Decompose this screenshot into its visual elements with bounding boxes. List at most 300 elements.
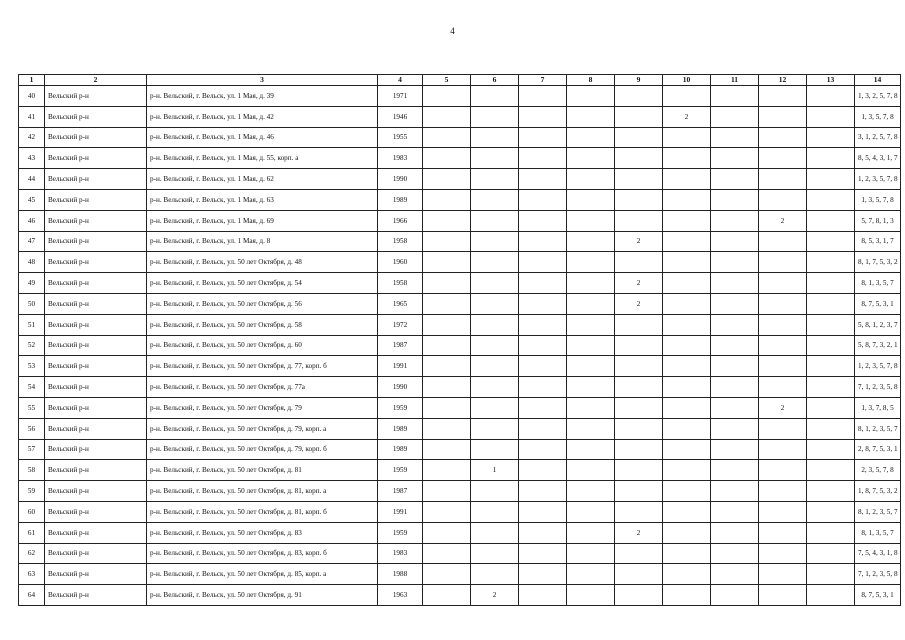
table-row (19, 564, 901, 585)
year-cell: 1988 (378, 564, 423, 585)
col10-cell (663, 418, 711, 439)
table-row (19, 314, 901, 335)
col12-cell (759, 356, 807, 377)
address-cell: р-н. Вельский, г. Вельск, ул. 50 лет Октября, д. 56 (147, 293, 378, 314)
col11-cell (711, 148, 759, 169)
col7-cell (519, 377, 567, 398)
col10-cell (663, 314, 711, 335)
col8-cell (567, 418, 615, 439)
year-cell: 1991 (378, 501, 423, 522)
table-row (19, 252, 901, 273)
col5-cell (423, 564, 471, 585)
col9-cell (615, 86, 663, 107)
col8-cell (567, 210, 615, 231)
col6-cell (471, 377, 519, 398)
col11-cell (711, 439, 759, 460)
col13-cell (807, 231, 855, 252)
col5-cell (423, 273, 471, 294)
col7-cell (519, 501, 567, 522)
col13-cell (807, 252, 855, 273)
col5-cell (423, 106, 471, 127)
col13-cell (807, 127, 855, 148)
col11-cell (711, 585, 759, 606)
col11-cell (711, 210, 759, 231)
col14-cell: 8, 7, 5, 3, 1 (855, 293, 901, 314)
col13-cell (807, 314, 855, 335)
col6-cell (471, 439, 519, 460)
table-row (19, 522, 901, 543)
col8-cell (567, 273, 615, 294)
table-row (19, 335, 901, 356)
col8-cell (567, 481, 615, 502)
col13-cell (807, 106, 855, 127)
row-number: 45 (19, 189, 45, 210)
col11-cell (711, 460, 759, 481)
col8-cell (567, 189, 615, 210)
table-row (19, 273, 901, 294)
col9-cell (615, 169, 663, 190)
district-cell: Вельский р-н (45, 252, 147, 273)
col14-cell: 8, 1, 2, 3, 5, 7 (855, 501, 901, 522)
address-cell: р-н. Вельский, г. Вельск, ул. 1 Мая, д. 63 (147, 189, 378, 210)
table-row (19, 543, 901, 564)
year-cell: 1987 (378, 481, 423, 502)
col6-cell (471, 127, 519, 148)
column-header-12: 12 (759, 75, 807, 86)
row-number: 50 (19, 293, 45, 314)
col12-cell (759, 252, 807, 273)
col10-cell (663, 460, 711, 481)
col5-cell (423, 314, 471, 335)
col5-cell (423, 439, 471, 460)
col7-cell (519, 189, 567, 210)
col7-cell (519, 210, 567, 231)
col12-cell (759, 418, 807, 439)
col10-cell (663, 148, 711, 169)
district-cell: Вельский р-н (45, 564, 147, 585)
col14-cell: 5, 7, 8, 1, 3 (855, 210, 901, 231)
col12-cell (759, 377, 807, 398)
table-row (19, 356, 901, 377)
address-cell: р-н. Вельский, г. Вельск, ул. 50 лет Октября, д. 83 (147, 522, 378, 543)
district-cell: Вельский р-н (45, 314, 147, 335)
col10-cell (663, 543, 711, 564)
col13-cell (807, 86, 855, 107)
row-number: 40 (19, 86, 45, 107)
row-number: 44 (19, 169, 45, 190)
column-header-10: 10 (663, 75, 711, 86)
district-cell: Вельский р-н (45, 356, 147, 377)
row-number: 54 (19, 377, 45, 398)
col14-cell: 1, 8, 7, 5, 3, 2 (855, 481, 901, 502)
col9-cell (615, 543, 663, 564)
address-cell: р-н. Вельский, г. Вельск, ул. 50 лет Октября, д. 83, корп. б (147, 543, 378, 564)
row-number: 62 (19, 543, 45, 564)
col5-cell (423, 460, 471, 481)
address-cell: р-н. Вельский, г. Вельск, ул. 50 лет Октября, д. 91 (147, 585, 378, 606)
year-cell: 1983 (378, 148, 423, 169)
col9-cell: 2 (615, 293, 663, 314)
col6-cell (471, 501, 519, 522)
col6-cell (471, 356, 519, 377)
col11-cell (711, 522, 759, 543)
col9-cell (615, 501, 663, 522)
address-cell: р-н. Вельский, г. Вельск, ул. 50 лет Октября, д. 60 (147, 335, 378, 356)
col7-cell (519, 293, 567, 314)
column-header-9: 9 (615, 75, 663, 86)
col13-cell (807, 148, 855, 169)
header-row (19, 75, 901, 86)
row-number: 64 (19, 585, 45, 606)
table-row (19, 377, 901, 398)
district-cell: Вельский р-н (45, 293, 147, 314)
col5-cell (423, 543, 471, 564)
table-row (19, 585, 901, 606)
col9-cell (615, 418, 663, 439)
col6-cell (471, 293, 519, 314)
address-cell: р-н. Вельский, г. Вельск, ул. 1 Мая, д. 46 (147, 127, 378, 148)
col12-cell (759, 106, 807, 127)
col11-cell (711, 86, 759, 107)
col11-cell (711, 564, 759, 585)
col7-cell (519, 314, 567, 335)
col14-cell: 1, 3, 5, 7, 8 (855, 106, 901, 127)
column-header-6: 6 (471, 75, 519, 86)
col11-cell (711, 231, 759, 252)
district-cell: Вельский р-н (45, 501, 147, 522)
row-number: 49 (19, 273, 45, 294)
district-cell: Вельский р-н (45, 273, 147, 294)
col12-cell (759, 148, 807, 169)
table-row (19, 231, 901, 252)
col5-cell (423, 252, 471, 273)
col6-cell (471, 252, 519, 273)
column-header-4: 4 (378, 75, 423, 86)
col6-cell (471, 543, 519, 564)
col12-cell (759, 86, 807, 107)
row-number: 47 (19, 231, 45, 252)
address-cell: р-н. Вельский, г. Вельск, ул. 1 Мая, д. 69 (147, 210, 378, 231)
col10-cell (663, 273, 711, 294)
col11-cell (711, 501, 759, 522)
col7-cell (519, 543, 567, 564)
row-number: 52 (19, 335, 45, 356)
col10-cell (663, 231, 711, 252)
col8-cell (567, 127, 615, 148)
col10-cell (663, 189, 711, 210)
col6-cell: 1 (471, 460, 519, 481)
col11-cell (711, 273, 759, 294)
district-cell: Вельский р-н (45, 169, 147, 190)
row-number: 59 (19, 481, 45, 502)
col5-cell (423, 377, 471, 398)
column-header-14: 14 (855, 75, 901, 86)
table-row (19, 189, 901, 210)
district-cell: Вельский р-н (45, 585, 147, 606)
col5-cell (423, 169, 471, 190)
col14-cell: 8, 1, 3, 5, 7 (855, 273, 901, 294)
col8-cell (567, 231, 615, 252)
col9-cell: 2 (615, 522, 663, 543)
col12-cell (759, 293, 807, 314)
col12-cell: 2 (759, 210, 807, 231)
col10-cell (663, 293, 711, 314)
col7-cell (519, 418, 567, 439)
year-cell: 1966 (378, 210, 423, 231)
col6-cell (471, 564, 519, 585)
column-header-3: 3 (147, 75, 378, 86)
col14-cell: 7, 1, 2, 3, 5, 8 (855, 377, 901, 398)
table-body (19, 86, 901, 606)
col13-cell (807, 460, 855, 481)
year-cell: 1959 (378, 522, 423, 543)
col9-cell (615, 335, 663, 356)
col5-cell (423, 397, 471, 418)
col5-cell (423, 148, 471, 169)
col9-cell (615, 252, 663, 273)
row-number: 53 (19, 356, 45, 377)
address-cell: р-н. Вельский, г. Вельск, ул. 1 Мая, д. 8 (147, 231, 378, 252)
col12-cell: 2 (759, 397, 807, 418)
col8-cell (567, 148, 615, 169)
table-row (19, 460, 901, 481)
col14-cell: 8, 5, 3, 1, 7 (855, 231, 901, 252)
year-cell: 1946 (378, 106, 423, 127)
year-cell: 1965 (378, 293, 423, 314)
col7-cell (519, 356, 567, 377)
district-cell: Вельский р-н (45, 127, 147, 148)
col5-cell (423, 481, 471, 502)
col5-cell (423, 522, 471, 543)
year-cell: 1989 (378, 189, 423, 210)
col13-cell (807, 397, 855, 418)
col9-cell (615, 356, 663, 377)
district-cell: Вельский р-н (45, 418, 147, 439)
col11-cell (711, 543, 759, 564)
district-cell: Вельский р-н (45, 86, 147, 107)
col5-cell (423, 356, 471, 377)
col9-cell (615, 148, 663, 169)
address-cell: р-н. Вельский, г. Вельск, ул. 50 лет Октября, д. 77, корп. б (147, 356, 378, 377)
col11-cell (711, 127, 759, 148)
district-cell: Вельский р-н (45, 543, 147, 564)
address-cell: р-н. Вельский, г. Вельск, ул. 1 Мая, д. 62 (147, 169, 378, 190)
col8-cell (567, 501, 615, 522)
col6-cell (471, 106, 519, 127)
col14-cell: 8, 1, 2, 3, 5, 7 (855, 418, 901, 439)
col14-cell: 7, 5, 4, 3, 1, 8 (855, 543, 901, 564)
col7-cell (519, 252, 567, 273)
col14-cell: 2, 8, 7, 5, 3, 1 (855, 439, 901, 460)
address-cell: р-н. Вельский, г. Вельск, ул. 50 лет Октября, д. 85, корп. а (147, 564, 378, 585)
column-header-1: 1 (19, 75, 45, 86)
data-table (18, 74, 901, 606)
col10-cell (663, 127, 711, 148)
col8-cell (567, 439, 615, 460)
page-number: 4 (450, 26, 455, 36)
col11-cell (711, 106, 759, 127)
col10-cell (663, 439, 711, 460)
col13-cell (807, 522, 855, 543)
col12-cell (759, 481, 807, 502)
district-cell: Вельский р-н (45, 189, 147, 210)
col6-cell (471, 335, 519, 356)
year-cell: 1971 (378, 86, 423, 107)
col10-cell: 2 (663, 106, 711, 127)
col12-cell (759, 585, 807, 606)
row-number: 41 (19, 106, 45, 127)
row-number: 58 (19, 460, 45, 481)
col14-cell: 2, 3, 5, 7, 8 (855, 460, 901, 481)
col7-cell (519, 522, 567, 543)
col8-cell (567, 335, 615, 356)
col13-cell (807, 564, 855, 585)
col7-cell (519, 169, 567, 190)
col8-cell (567, 522, 615, 543)
district-cell: Вельский р-н (45, 231, 147, 252)
col10-cell (663, 86, 711, 107)
col11-cell (711, 481, 759, 502)
col6-cell (471, 148, 519, 169)
table-row (19, 148, 901, 169)
col7-cell (519, 585, 567, 606)
col14-cell: 8, 7, 5, 3, 1 (855, 585, 901, 606)
address-cell: р-н. Вельский, г. Вельск, ул. 50 лет Октября, д. 81 (147, 460, 378, 481)
year-cell: 1987 (378, 335, 423, 356)
col9-cell (615, 210, 663, 231)
col14-cell: 5, 8, 7, 3, 2, 1 (855, 335, 901, 356)
col7-cell (519, 231, 567, 252)
col10-cell (663, 169, 711, 190)
col9-cell (615, 314, 663, 335)
row-number: 55 (19, 397, 45, 418)
col5-cell (423, 86, 471, 107)
col14-cell: 7, 1, 2, 3, 5, 8 (855, 564, 901, 585)
col12-cell (759, 189, 807, 210)
year-cell: 1983 (378, 543, 423, 564)
col12-cell (759, 273, 807, 294)
col6-cell (471, 169, 519, 190)
col9-cell: 2 (615, 231, 663, 252)
col6-cell (471, 86, 519, 107)
col7-cell (519, 273, 567, 294)
col8-cell (567, 397, 615, 418)
col13-cell (807, 169, 855, 190)
col6-cell (471, 397, 519, 418)
year-cell: 1955 (378, 127, 423, 148)
table-row (19, 439, 901, 460)
col7-cell (519, 335, 567, 356)
col8-cell (567, 314, 615, 335)
col5-cell (423, 501, 471, 522)
row-number: 63 (19, 564, 45, 585)
col13-cell (807, 418, 855, 439)
col14-cell: 1, 3, 2, 5, 7, 8 (855, 86, 901, 107)
col13-cell (807, 293, 855, 314)
year-cell: 1963 (378, 585, 423, 606)
table-row (19, 481, 901, 502)
col14-cell: 8, 1, 7, 5, 3, 2 (855, 252, 901, 273)
col8-cell (567, 460, 615, 481)
column-header-11: 11 (711, 75, 759, 86)
col13-cell (807, 543, 855, 564)
address-cell: р-н. Вельский, г. Вельск, ул. 1 Мая, д. 55, корп. а (147, 148, 378, 169)
col10-cell (663, 335, 711, 356)
district-cell: Вельский р-н (45, 335, 147, 356)
col13-cell (807, 377, 855, 398)
col7-cell (519, 564, 567, 585)
col10-cell (663, 356, 711, 377)
district-cell: Вельский р-н (45, 148, 147, 169)
year-cell: 1972 (378, 314, 423, 335)
col12-cell (759, 522, 807, 543)
col13-cell (807, 356, 855, 377)
col6-cell: 2 (471, 585, 519, 606)
col7-cell (519, 481, 567, 502)
row-number: 48 (19, 252, 45, 273)
col9-cell (615, 585, 663, 606)
col6-cell (471, 210, 519, 231)
col11-cell (711, 356, 759, 377)
year-cell: 1989 (378, 439, 423, 460)
col12-cell (759, 314, 807, 335)
table-row (19, 106, 901, 127)
col12-cell (759, 169, 807, 190)
column-header-2: 2 (45, 75, 147, 86)
col11-cell (711, 293, 759, 314)
col9-cell (615, 397, 663, 418)
column-header-7: 7 (519, 75, 567, 86)
district-cell: Вельский р-н (45, 481, 147, 502)
col7-cell (519, 148, 567, 169)
col7-cell (519, 86, 567, 107)
col5-cell (423, 585, 471, 606)
col11-cell (711, 252, 759, 273)
address-cell: р-н. Вельский, г. Вельск, ул. 50 лет Октября, д. 81, корп. а (147, 481, 378, 502)
col9-cell (615, 377, 663, 398)
district-cell: Вельский р-н (45, 377, 147, 398)
col8-cell (567, 356, 615, 377)
district-cell: Вельский р-н (45, 460, 147, 481)
row-number: 60 (19, 501, 45, 522)
col6-cell (471, 314, 519, 335)
col9-cell (615, 564, 663, 585)
row-number: 51 (19, 314, 45, 335)
col14-cell: 1, 3, 7, 8, 5 (855, 397, 901, 418)
col6-cell (471, 481, 519, 502)
col10-cell (663, 210, 711, 231)
address-cell: р-н. Вельский, г. Вельск, ул. 50 лет Октября, д. 79 (147, 397, 378, 418)
district-cell: Вельский р-н (45, 210, 147, 231)
year-cell: 1959 (378, 397, 423, 418)
col10-cell (663, 522, 711, 543)
col6-cell (471, 273, 519, 294)
col13-cell (807, 210, 855, 231)
col9-cell (615, 460, 663, 481)
col5-cell (423, 418, 471, 439)
table-row (19, 127, 901, 148)
col12-cell (759, 543, 807, 564)
col10-cell (663, 377, 711, 398)
col8-cell (567, 377, 615, 398)
column-header-13: 13 (807, 75, 855, 86)
col12-cell (759, 439, 807, 460)
col5-cell (423, 293, 471, 314)
col14-cell: 8, 1, 3, 5, 7 (855, 522, 901, 543)
year-cell: 1959 (378, 460, 423, 481)
col13-cell (807, 273, 855, 294)
col11-cell (711, 397, 759, 418)
